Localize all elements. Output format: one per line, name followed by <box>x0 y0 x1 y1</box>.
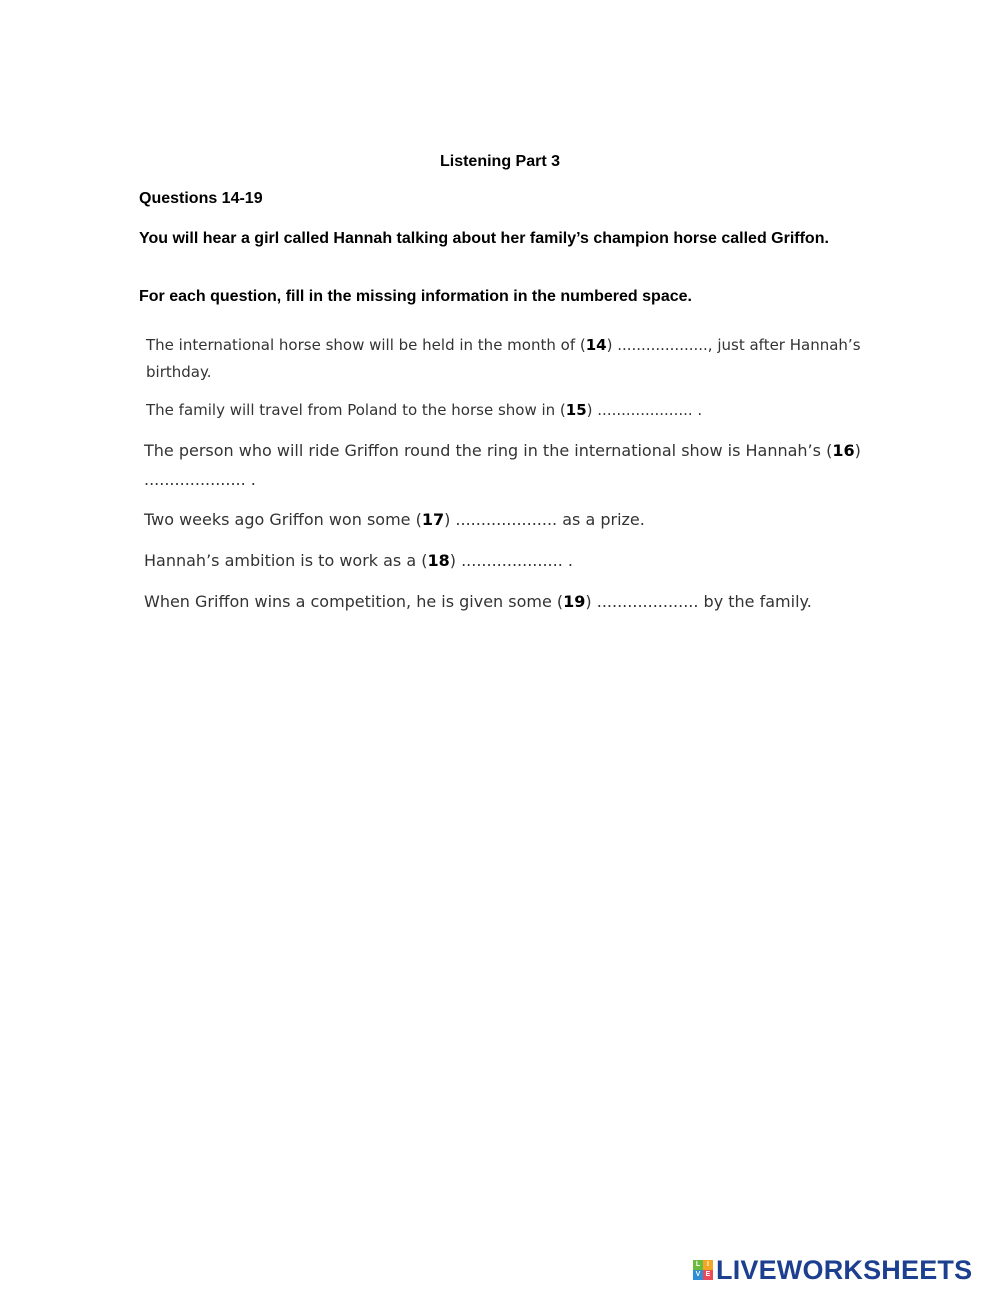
questions-range: Questions 14-19 <box>139 190 263 207</box>
instruction-text: For each question, fill in the missing information in the numbered space. <box>139 288 692 305</box>
liveworksheets-logo <box>693 1255 972 1285</box>
question-14: The international horse show will be held in the month of (14) ..................., just after Hannah’s birthday. <box>146 336 861 381</box>
logo-mark-icon: L I V E <box>693 1260 713 1280</box>
question-number: 18 <box>427 551 450 570</box>
question-17: Two weeks ago Griffon won some (17) .................... as a prize. <box>144 510 645 529</box>
page-title: Listening Part 3 <box>439 153 561 170</box>
question-number: 15 <box>565 401 587 419</box>
intro-text: You will hear a girl called Hannah talking about her family’s champion horse called Griffon. <box>139 230 829 247</box>
question-16: The person who will ride Griffon round the ring in the international show is Hannah’s (16) .................... . <box>144 441 861 489</box>
question-number: 16 <box>832 441 855 460</box>
question-18: Hannah’s ambition is to work as a (18) .................... . <box>144 551 573 570</box>
question-number: 17 <box>421 510 445 529</box>
question-number: 19 <box>563 592 586 611</box>
question-15: The family will travel from Poland to the horse show in (15) .................... . <box>146 401 703 419</box>
question-number: 14 <box>585 336 607 354</box>
logo-text: LIVEWORKSHEETS <box>716 1254 973 1285</box>
question-19: When Griffon wins a competition, he is given some (19) .................... by the family. <box>144 592 812 611</box>
